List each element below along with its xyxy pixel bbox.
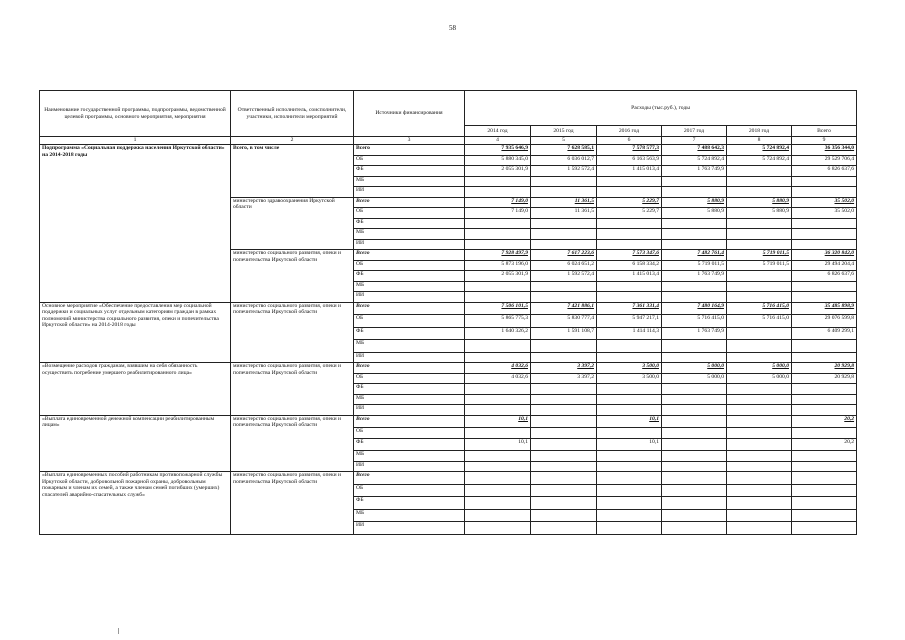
amount-cell <box>597 218 662 229</box>
header-col-number: 1 <box>40 137 231 145</box>
amount-cell: 7 617 223,6 <box>531 250 597 261</box>
funding-source: ИИ <box>354 352 465 363</box>
amount-cell <box>662 229 727 240</box>
amount-cell <box>465 497 531 510</box>
funding-source: ИИ <box>354 239 465 250</box>
amount-cell: 7 578 577,3 <box>597 145 662 156</box>
amount-cell <box>727 327 792 340</box>
amount-cell: 10,1 <box>465 438 531 451</box>
amount-cell <box>465 405 531 416</box>
amount-cell <box>597 394 662 405</box>
amount-cell <box>465 472 531 485</box>
amount-cell <box>597 522 662 535</box>
funding-source: ИИ <box>354 461 465 472</box>
amount-cell: 1 640 326,2 <box>465 327 531 340</box>
amount-cell <box>531 497 597 510</box>
amount-cell <box>531 340 597 353</box>
amount-cell <box>662 415 727 428</box>
header-col-number: 2 <box>231 137 354 145</box>
program-name: Основное мероприятие «Обеспечение предоставления мер социальной поддержки и социальных услуг отдельным категориям граждан в рамках полномочий министерства социального развития, опеки и попечительства Иркутской области» на 2014-2018 годы <box>40 302 231 363</box>
executor-name: министерство здравоохранения Иркутской области <box>231 197 354 250</box>
amount-cell <box>662 176 727 187</box>
amount-cell <box>792 522 857 535</box>
header-year: 2014 год <box>465 126 531 137</box>
amount-cell <box>597 497 662 510</box>
table-row <box>40 145 857 156</box>
amount-cell <box>662 428 727 439</box>
amount-cell <box>727 484 792 497</box>
funding-source: ОБ <box>354 260 465 271</box>
amount-cell: 20 929,8 <box>792 373 857 384</box>
amount-cell: 7 361 331,4 <box>597 302 662 315</box>
amount-cell: 1 763 749,9 <box>662 327 727 340</box>
funding-source: МБ <box>354 451 465 462</box>
amount-cell <box>662 484 727 497</box>
amount-cell <box>727 166 792 177</box>
header-col-source: Источники финансирования <box>354 91 465 137</box>
amount-cell <box>792 394 857 405</box>
amount-cell: 5 716 415,0 <box>662 315 727 328</box>
funding-source: ИИ <box>354 405 465 416</box>
amount-cell <box>792 292 857 303</box>
amount-cell: 29 494 204,4 <box>792 260 857 271</box>
amount-cell <box>662 522 727 535</box>
executor-name: министерство социального развития, опеки и попечительства Иркутской области <box>231 250 354 303</box>
amount-cell <box>662 340 727 353</box>
amount-cell <box>662 239 727 250</box>
header-col-number: 5 <box>531 137 597 145</box>
amount-cell: 3 500,0 <box>597 373 662 384</box>
header-year: 2017 год <box>662 126 727 137</box>
amount-cell <box>792 461 857 472</box>
amount-cell <box>597 281 662 292</box>
amount-cell <box>531 187 597 198</box>
amount-cell <box>465 484 531 497</box>
amount-cell: 35 485 898,9 <box>792 302 857 315</box>
amount-cell <box>792 239 857 250</box>
amount-cell <box>597 509 662 522</box>
executor-name: Всего, в том числе <box>231 145 354 198</box>
amount-cell <box>531 292 597 303</box>
header-col-number: 6 <box>597 137 662 145</box>
header-year: 2016 год <box>597 126 662 137</box>
amount-cell: 5 229,7 <box>597 197 662 208</box>
amount-cell: 7 421 886,1 <box>531 302 597 315</box>
budget-table <box>39 90 857 535</box>
funding-source: Всего <box>354 145 465 156</box>
amount-cell <box>792 229 857 240</box>
amount-cell <box>531 281 597 292</box>
amount-cell <box>531 461 597 472</box>
table-row <box>40 302 857 315</box>
amount-cell <box>465 176 531 187</box>
program-name: «Выплата единовременной денежной компенсации реабилитированным лицам» <box>40 415 231 472</box>
amount-cell <box>465 384 531 395</box>
header-col-number: 9 <box>792 137 857 145</box>
amount-cell <box>792 352 857 363</box>
amount-cell <box>597 451 662 462</box>
program-name: «Выплата единовременных пособий работникам противопожарной службы Иркутской области, добровольной пожарной охраны, добровольным пожарным и членам их семей, а также членам семей погибших (умерших) спасателей аварийно-спасательных служб» <box>40 472 231 535</box>
amount-cell <box>662 472 727 485</box>
amount-cell: 10,1 <box>597 438 662 451</box>
amount-cell <box>465 509 531 522</box>
amount-cell <box>465 281 531 292</box>
funding-source: ОБ <box>354 315 465 328</box>
funding-source: ОБ <box>354 428 465 439</box>
amount-cell <box>727 438 792 451</box>
amount-cell <box>727 384 792 395</box>
amount-cell: 5 947 217,1 <box>597 315 662 328</box>
amount-cell: 5 880,9 <box>727 197 792 208</box>
amount-cell: 5 880 345,0 <box>465 155 531 166</box>
funding-source: ФБ <box>354 271 465 282</box>
amount-cell <box>662 281 727 292</box>
amount-cell: 5 880,9 <box>727 208 792 219</box>
funding-source: Всего <box>354 302 465 315</box>
header-col-number: 7 <box>662 137 727 145</box>
amount-cell <box>531 176 597 187</box>
amount-cell <box>792 384 857 395</box>
amount-cell <box>792 281 857 292</box>
amount-cell <box>662 384 727 395</box>
amount-cell: 10,1 <box>597 415 662 428</box>
funding-source: МБ <box>354 281 465 292</box>
amount-cell <box>597 239 662 250</box>
amount-cell: 11 361,5 <box>531 208 597 219</box>
funding-source: МБ <box>354 176 465 187</box>
amount-cell: 20 929,8 <box>792 363 857 374</box>
funding-source: ИИ <box>354 187 465 198</box>
amount-cell: 6 826 637,6 <box>792 271 857 282</box>
funding-source: ФБ <box>354 218 465 229</box>
executor-name: министерство социального развития, опеки и попечительства Иркутской области <box>231 415 354 472</box>
amount-cell: 6 036 012,7 <box>531 155 597 166</box>
amount-cell <box>792 218 857 229</box>
amount-cell <box>531 484 597 497</box>
amount-cell: 5 880,9 <box>662 208 727 219</box>
amount-cell <box>531 415 597 428</box>
amount-cell <box>662 451 727 462</box>
amount-cell: 6 024 651,2 <box>531 260 597 271</box>
amount-cell <box>792 340 857 353</box>
amount-cell <box>597 229 662 240</box>
funding-source: Всего <box>354 197 465 208</box>
funding-source: МБ <box>354 229 465 240</box>
amount-cell <box>727 405 792 416</box>
amount-cell: 5 229,7 <box>597 208 662 219</box>
amount-cell: 7 482 761,4 <box>662 250 727 261</box>
header-col-executor: Ответственный исполнитель, соисполнители, участники, исполнители мероприятий <box>231 91 354 137</box>
amount-cell: 5 000,0 <box>662 363 727 374</box>
amount-cell <box>792 472 857 485</box>
header-year: 2018 год <box>727 126 792 137</box>
amount-cell <box>727 394 792 405</box>
amount-cell <box>727 187 792 198</box>
funding-source: ФБ <box>354 438 465 451</box>
funding-source: ОБ <box>354 484 465 497</box>
header-expenses: Расходы (тыс.руб.), годы <box>465 91 857 126</box>
amount-cell <box>465 451 531 462</box>
amount-cell <box>727 271 792 282</box>
amount-cell: 5 873 196,0 <box>465 260 531 271</box>
amount-cell: 6 158 334,2 <box>597 260 662 271</box>
amount-cell <box>597 384 662 395</box>
amount-cell <box>465 522 531 535</box>
program-name: Подпрограмма «Социальная поддержка населения Иркутской области» на 2014-2018 годы <box>40 145 231 303</box>
amount-cell: 5 000,0 <box>727 373 792 384</box>
amount-cell <box>662 509 727 522</box>
amount-cell <box>597 461 662 472</box>
amount-cell <box>727 415 792 428</box>
amount-cell <box>531 405 597 416</box>
funding-source: ФБ <box>354 497 465 510</box>
amount-cell: 5 000,0 <box>727 363 792 374</box>
amount-cell <box>792 428 857 439</box>
amount-cell <box>465 229 531 240</box>
amount-cell <box>597 340 662 353</box>
funding-source: ОБ <box>354 373 465 384</box>
funding-source: МБ <box>354 394 465 405</box>
amount-cell <box>597 187 662 198</box>
amount-cell: 1 415 013,4 <box>597 271 662 282</box>
executor-name: министерство социального развития, опеки и попечительства Иркутской области <box>231 302 354 363</box>
amount-cell: 7 480 164,9 <box>662 302 727 315</box>
amount-cell: 6 826 637,6 <box>792 166 857 177</box>
amount-cell <box>597 352 662 363</box>
header-year: Всего <box>792 126 857 137</box>
funding-source: Всего <box>354 415 465 428</box>
amount-cell <box>531 509 597 522</box>
amount-cell <box>727 472 792 485</box>
amount-cell <box>465 187 531 198</box>
amount-cell <box>531 472 597 485</box>
amount-cell: 7 935 646,9 <box>465 145 531 156</box>
amount-cell <box>662 497 727 510</box>
amount-cell: 2 055 301,9 <box>465 271 531 282</box>
amount-cell: 1 414 114,3 <box>597 327 662 340</box>
amount-cell <box>465 352 531 363</box>
amount-cell <box>792 176 857 187</box>
amount-cell: 7 149,0 <box>465 208 531 219</box>
amount-cell <box>597 472 662 485</box>
header-col-number: 3 <box>354 137 465 145</box>
amount-cell: 36 356 344,0 <box>792 145 857 156</box>
amount-cell <box>531 239 597 250</box>
amount-cell: 7 149,0 <box>465 197 531 208</box>
amount-cell <box>727 281 792 292</box>
amount-cell <box>597 405 662 416</box>
funding-source: ОБ <box>354 155 465 166</box>
amount-cell <box>727 352 792 363</box>
amount-cell: 4 032,6 <box>465 373 531 384</box>
amount-cell: 3 397,2 <box>531 363 597 374</box>
amount-cell <box>727 509 792 522</box>
amount-cell <box>531 428 597 439</box>
amount-cell <box>531 229 597 240</box>
amount-cell: 6 409 299,1 <box>792 327 857 340</box>
amount-cell <box>597 176 662 187</box>
amount-cell: 35 502,0 <box>792 197 857 208</box>
amount-cell <box>465 340 531 353</box>
amount-cell: 5 716 415,0 <box>727 302 792 315</box>
amount-cell: 5 724 892,4 <box>727 155 792 166</box>
amount-cell <box>792 509 857 522</box>
amount-cell <box>727 522 792 535</box>
header-col-number: 4 <box>465 137 531 145</box>
amount-cell: 29 076 599,8 <box>792 315 857 328</box>
amount-cell <box>465 461 531 472</box>
page-number: 58 <box>449 24 456 32</box>
funding-source: Всего <box>354 250 465 261</box>
amount-cell <box>465 428 531 439</box>
amount-cell <box>792 187 857 198</box>
amount-cell <box>465 218 531 229</box>
amount-cell: 5 724 892,4 <box>727 145 792 156</box>
amount-cell <box>727 497 792 510</box>
amount-cell: 5 719 011,5 <box>662 260 727 271</box>
amount-cell <box>727 292 792 303</box>
amount-cell <box>597 292 662 303</box>
amount-cell <box>727 451 792 462</box>
amount-cell <box>531 352 597 363</box>
funding-source: Всего <box>354 472 465 485</box>
amount-cell: 5 865 775,3 <box>465 315 531 328</box>
amount-cell <box>727 239 792 250</box>
program-name: «Возмещение расходов гражданам, взявшим на себя обязанность осуществить погребение умершего реабилитированного лица» <box>40 363 231 416</box>
amount-cell: 11 361,5 <box>531 197 597 208</box>
amount-cell: 20,2 <box>792 438 857 451</box>
amount-cell <box>727 176 792 187</box>
amount-cell: 7 488 642,3 <box>662 145 727 156</box>
amount-cell: 7 573 347,6 <box>597 250 662 261</box>
amount-cell <box>662 394 727 405</box>
amount-cell: 2 055 301,9 <box>465 166 531 177</box>
amount-cell: 5 880,9 <box>662 197 727 208</box>
amount-cell: 36 320 842,0 <box>792 250 857 261</box>
funding-source: МБ <box>354 509 465 522</box>
funding-source: ФБ <box>354 327 465 340</box>
funding-source: Всего <box>354 363 465 374</box>
amount-cell <box>792 451 857 462</box>
amount-cell: 4 032,6 <box>465 363 531 374</box>
amount-cell <box>662 218 727 229</box>
amount-cell <box>597 484 662 497</box>
amount-cell: 7 928 497,9 <box>465 250 531 261</box>
amount-cell <box>662 438 727 451</box>
amount-cell <box>597 428 662 439</box>
amount-cell <box>727 340 792 353</box>
amount-cell: 1 415 013,4 <box>597 166 662 177</box>
amount-cell: 5 716 415,0 <box>727 315 792 328</box>
amount-cell <box>531 522 597 535</box>
amount-cell <box>662 405 727 416</box>
amount-cell <box>662 461 727 472</box>
amount-cell <box>531 394 597 405</box>
header-col-number: 8 <box>727 137 792 145</box>
amount-cell <box>792 484 857 497</box>
amount-cell: 1 591 108,7 <box>531 327 597 340</box>
amount-cell: 5 724 892,4 <box>662 155 727 166</box>
funding-source: ОБ <box>354 208 465 219</box>
amount-cell: 35 502,0 <box>792 208 857 219</box>
amount-cell: 1 592 572,4 <box>531 271 597 282</box>
funding-source: ИИ <box>354 292 465 303</box>
amount-cell <box>792 497 857 510</box>
header-col-name: Наименование государственной программы, подпрограммы, ведомственной целевой программы, основного мероприятия, мероприятия <box>40 91 231 137</box>
amount-cell <box>465 239 531 250</box>
amount-cell: 7 506 101,5 <box>465 302 531 315</box>
header-year: 2015 год <box>531 126 597 137</box>
table-row <box>40 415 857 428</box>
amount-cell <box>662 352 727 363</box>
amount-cell <box>531 451 597 462</box>
funding-source: ФБ <box>354 166 465 177</box>
amount-cell: 5 830 777,4 <box>531 315 597 328</box>
amount-cell <box>531 384 597 395</box>
amount-cell <box>662 292 727 303</box>
amount-cell <box>531 438 597 451</box>
amount-cell <box>727 229 792 240</box>
amount-cell <box>727 218 792 229</box>
funding-source: ИИ <box>354 522 465 535</box>
executor-name: министерство социального развития, опеки и попечительства Иркутской области <box>231 363 354 416</box>
amount-cell: 1 763 749,9 <box>662 271 727 282</box>
amount-cell: 6 163 563,9 <box>597 155 662 166</box>
amount-cell <box>465 292 531 303</box>
table-row <box>40 472 857 485</box>
funding-source: МБ <box>354 340 465 353</box>
amount-cell <box>531 218 597 229</box>
amount-cell: 20,2 <box>792 415 857 428</box>
amount-cell: 5 000,0 <box>662 373 727 384</box>
amount-cell: 10,1 <box>465 415 531 428</box>
amount-cell: 3 500,0 <box>597 363 662 374</box>
amount-cell: 5 719 011,5 <box>727 260 792 271</box>
amount-cell <box>727 461 792 472</box>
amount-cell: 7 628 585,1 <box>531 145 597 156</box>
amount-cell: 3 397,2 <box>531 373 597 384</box>
amount-cell: 5 719 011,5 <box>727 250 792 261</box>
amount-cell <box>662 187 727 198</box>
amount-cell <box>465 394 531 405</box>
amount-cell <box>792 405 857 416</box>
table-row <box>40 363 857 374</box>
amount-cell: 1 763 749,9 <box>662 166 727 177</box>
margin-mark <box>118 628 121 634</box>
amount-cell <box>727 428 792 439</box>
amount-cell: 1 592 572,4 <box>531 166 597 177</box>
funding-source: ФБ <box>354 384 465 395</box>
executor-name: министерство социального развития, опеки и попечительства Иркутской области <box>231 472 354 535</box>
amount-cell: 29 529 706,4 <box>792 155 857 166</box>
